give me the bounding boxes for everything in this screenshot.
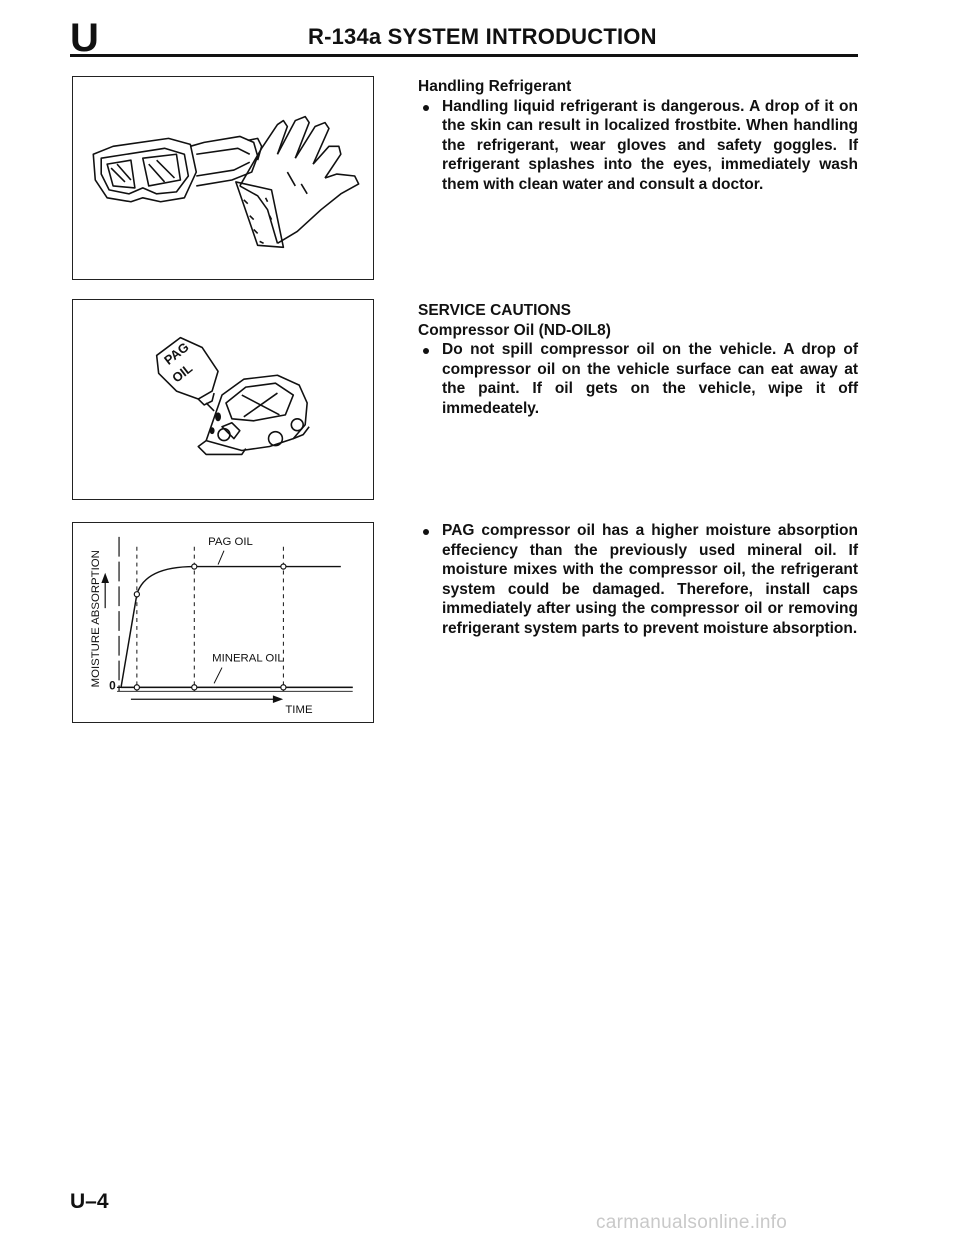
handling-refrigerant-section [418,77,858,194]
watermark: carmanualsonline.info [596,1212,788,1233]
car-icon [198,375,309,454]
compressor-oil-bullet: Do not spill compressor oil on the vehicle. A drop of compressor oil on the vehicle surface can eat away at the paint. If oil gets on the vehicle, wipe it off immedeately. [418,340,858,418]
service-cautions-heading: SERVICE CAUTIONS [418,302,572,319]
mineral-oil-point-2 [192,685,197,690]
handling-bullet: Handling liquid refrigerant is dangerous. A drop of it on the skin can result in localized frostbite. When handling the refrigerant, wear gloves and safety goggles. If refrigerant splashes into the eyes, immediately wash them with clean water and consult a doctor. [418,97,858,195]
goggles-icon [93,136,261,201]
origin-label: 0 [109,678,116,693]
bottle-label-pag: PAG [161,339,192,368]
pag-oil-label: PAG OIL [208,535,253,548]
pag-oil-bullet: PAG compressor oil has a higher moisture absorption effeciency than the previously used mineral oil. If moisture mixes with the compressor oil, the refrigerant system could be damaged. Therefore, install caps immediately after using the compressor oil or removing refrigerant system parts to prevent moisture absorption. [418,521,858,638]
page-number: U–4 [70,1190,109,1213]
safety-gear-figure [72,76,374,280]
pag-oil-section [418,521,858,638]
service-cautions-section [418,301,858,418]
mineral-oil-point-1 [134,685,139,690]
handling-heading: Handling Refrigerant [418,78,572,95]
section-letter: U [70,16,99,60]
moisture-absorption-chart [72,522,374,723]
absorption-graph [73,523,373,722]
pag-oil-point-1 [134,592,139,597]
pag-oil-point-3 [281,564,286,569]
x-axis-label: TIME [285,704,313,717]
compressor-oil-heading: Compressor Oil (ND-OIL8) [418,321,611,339]
oil-spill-illustration [73,300,373,499]
bottle-label-oil: OIL [169,360,196,386]
mineral-oil-point-3 [281,685,286,690]
mineral-label-leader [214,668,222,684]
header-divider [70,54,858,57]
pag-oil-point-2 [192,564,197,569]
pag-label-leader [218,551,224,565]
page-title: R-134a SYSTEM INTRODUCTION [308,24,657,49]
oil-bottle-figure [72,299,374,500]
pag-oil-series-line [121,567,341,688]
y-axis-label: MOISTURE ABSORPTION [90,550,103,688]
mineral-oil-label: MINERAL OIL [212,652,284,665]
glove-icon [236,117,359,248]
safety-gear-illustration [73,77,373,279]
